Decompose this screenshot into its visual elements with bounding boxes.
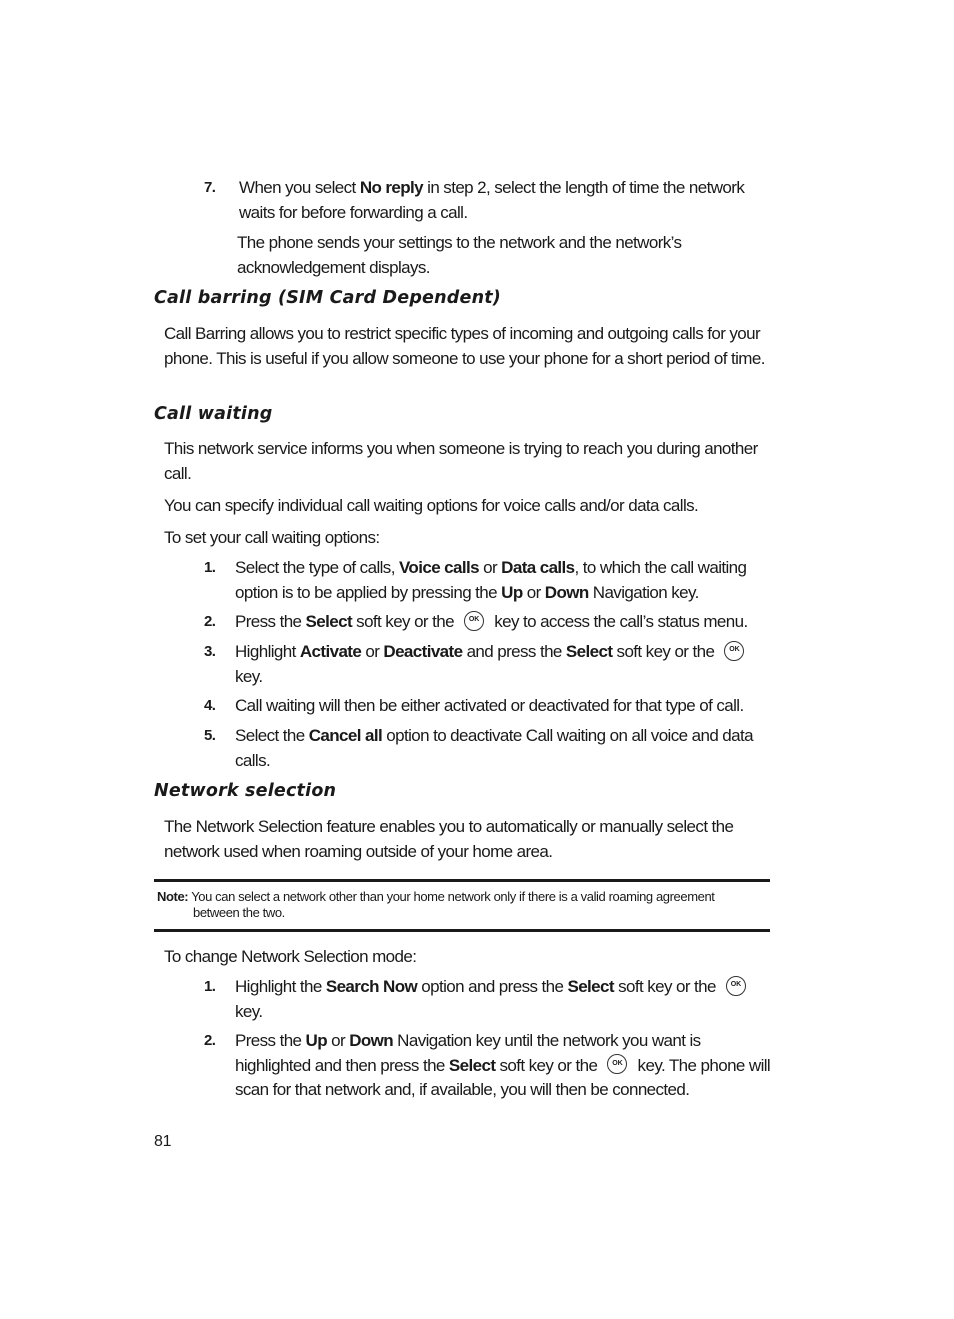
step-text: Select the type of calls, Voice calls or Data calls, to which the call waiting option is to be applied by pressing the Up or Down Navigation key. xyxy=(235,558,747,602)
network-selection-instructions: To change Network Selection mode: xyxy=(164,947,417,966)
step-text: Select the Cancel all option to deactivate Call waiting on all voice and data calls. xyxy=(235,726,753,770)
note-label: Note: xyxy=(157,889,189,904)
note-box xyxy=(157,889,767,920)
step-number: 2. xyxy=(204,1032,216,1049)
step-number: 3. xyxy=(204,643,216,660)
step-text: Press the Up or Down Navigation key until the network you want is highlighted and then press the Select soft key or the OK key. The phone will scan for that network and, if available, you will then be connected. xyxy=(235,1029,774,1103)
call-waiting-intro: This network service informs you when someone is trying to reach you during another call. xyxy=(164,439,758,483)
step-number: 1. xyxy=(204,978,216,995)
page-number: 81 xyxy=(154,1133,172,1150)
ok-key-icon xyxy=(464,611,484,631)
ok-key-icon xyxy=(724,641,744,661)
step-number: 5. xyxy=(204,727,216,744)
step-number: 4. xyxy=(204,697,216,714)
cw-step-4 xyxy=(204,694,774,719)
step-text: Press the Select soft key or the OK key to access the call’s status menu. xyxy=(235,610,774,635)
step-text: Call waiting will then be either activated or deactivated for that type of call. xyxy=(235,696,744,715)
step-text: Highlight Activate or Deactivate and press the Select soft key or the OK key. xyxy=(235,640,774,689)
cw-step-5 xyxy=(204,724,774,773)
step-7 xyxy=(204,176,774,225)
ns-step-1 xyxy=(204,975,774,1024)
network-selection-body: The Network Selection feature enables you to automatically or manually select the network used when roaming outside of your home area. xyxy=(164,817,734,861)
call-waiting-instructions: To set your call waiting options: xyxy=(164,528,380,547)
ok-key-icon xyxy=(726,976,746,996)
note-text: You can select a network other than your home network only if there is a valid roaming agreement xyxy=(191,889,715,904)
step-text: When you select No reply in step 2, select the length of time the network waits for before forwarding a call. xyxy=(239,178,745,222)
note-bottom-rule xyxy=(154,929,770,932)
note-top-rule xyxy=(154,879,770,882)
step-text: Highlight the Search Now option and press the Select soft key or the OK key. xyxy=(235,975,774,1024)
cw-step-1 xyxy=(204,556,774,605)
heading-call-barring: Call barring (SIM Card Dependent) xyxy=(154,288,502,308)
note-text-line-2: between the two. xyxy=(193,904,285,920)
call-waiting-options: You can specify individual call waiting options for voice calls and/or data calls. xyxy=(164,496,699,515)
cw-step-3 xyxy=(204,640,774,689)
ns-step-2 xyxy=(204,1029,774,1103)
step-number: 1. xyxy=(204,559,216,576)
call-barring-body: Call Barring allows you to restrict specific types of incoming and outgoing calls for your phone. This is useful if you allow someone to use your phone for a short period of time. xyxy=(164,324,765,368)
step-7-followup: The phone sends your settings to the network and the network’s acknowledgement displays. xyxy=(237,233,682,277)
step-number: 2. xyxy=(204,613,216,630)
heading-network-selection: Network selection xyxy=(154,781,337,801)
heading-call-waiting: Call waiting xyxy=(154,404,273,424)
cw-step-2 xyxy=(204,610,774,635)
ok-key-icon xyxy=(607,1054,627,1074)
step-number: 7. xyxy=(204,179,216,196)
